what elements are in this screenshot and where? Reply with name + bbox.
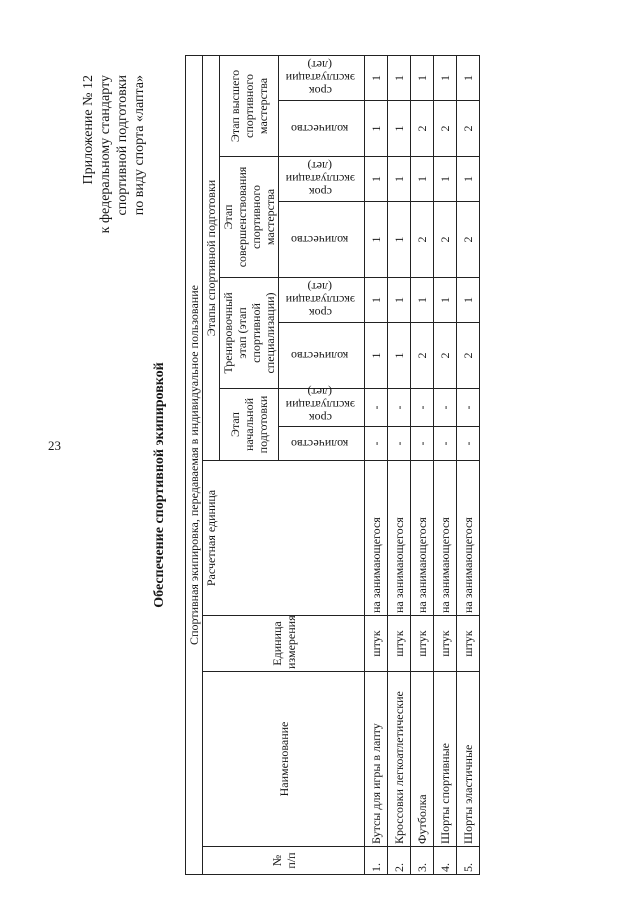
stage4-term: 1: [457, 55, 480, 100]
header-qty: количество: [279, 101, 365, 157]
stage3-term: 1: [365, 157, 388, 202]
stage4-qty: 1: [388, 101, 411, 157]
header-qty: количество: [279, 323, 365, 389]
appendix-header: [80, 75, 148, 295]
stage4-qty: 2: [457, 101, 480, 157]
stage3-term: 1: [411, 157, 434, 202]
page-number: 23: [48, 438, 61, 453]
stage1-term: -: [434, 389, 457, 427]
stage4-term: 1: [434, 55, 457, 100]
row-calc-unit: на занимающегося: [388, 461, 411, 616]
stage2-qty: 2: [411, 323, 434, 389]
stage1-qty: -: [434, 427, 457, 461]
row-name: Шорты спортивные: [434, 672, 457, 847]
row-num: 4.: [434, 847, 457, 875]
stage3-qty: 2: [434, 202, 457, 278]
stage4-term: 1: [365, 55, 388, 100]
row-num: 2.: [388, 847, 411, 875]
stage3-qty: 1: [388, 202, 411, 278]
stage3-term: 1: [457, 157, 480, 202]
appendix-line: по виду спорта «лапта»: [132, 75, 147, 216]
row-unit: штук: [434, 616, 457, 672]
row-unit: штук: [457, 616, 480, 672]
header-stages: Этапы спортивной подготовки: [203, 55, 220, 460]
stage2-term: 1: [457, 278, 480, 323]
stage2-qty: 2: [434, 323, 457, 389]
stage4-qty: 1: [365, 101, 388, 157]
header-qty: количество: [279, 427, 365, 461]
stage1-qty: -: [411, 427, 434, 461]
stage3-term: 1: [434, 157, 457, 202]
header-term: срок эксплуатации (лет): [279, 55, 365, 100]
stage2-qty: 1: [365, 323, 388, 389]
stage4-term: 1: [388, 55, 411, 100]
header-unit: Единица измерения: [203, 616, 365, 672]
header-term: срок эксплуатации (лет): [279, 278, 365, 323]
appendix-line: Приложение № 12: [81, 75, 96, 185]
stage1-qty: -: [388, 427, 411, 461]
stage2-term: 1: [411, 278, 434, 323]
stage2-term: 1: [365, 278, 388, 323]
appendix-line: к федеральному стандарту: [98, 75, 113, 234]
header-term: срок эксплуатации (лет): [279, 389, 365, 427]
stage1-qty: -: [365, 427, 388, 461]
row-calc-unit: на занимающегося: [457, 461, 480, 616]
stage1-term: -: [365, 389, 388, 427]
row-unit: штук: [411, 616, 434, 672]
table-row: [388, 55, 411, 874]
table-caption: Спортивная экипировка, передаваемая в индивидуальное пользование: [186, 55, 203, 874]
header-num: № п/п: [203, 847, 365, 875]
header-stage-initial: Этап начальной подготовки: [220, 389, 279, 461]
header-stage-training: Тренировочный этап (этап спортивной специализации): [220, 278, 279, 389]
stage3-qty: 2: [457, 202, 480, 278]
stage2-term: 1: [434, 278, 457, 323]
stage4-qty: 2: [411, 101, 434, 157]
equipment-table: [185, 55, 480, 875]
stage4-term: 1: [411, 55, 434, 100]
stage3-qty: 2: [411, 202, 434, 278]
stage1-term: -: [457, 389, 480, 427]
row-unit: штук: [388, 616, 411, 672]
header-calc-unit: Расчетная единица: [203, 461, 365, 616]
header-name: Наименование: [203, 672, 365, 847]
row-num: 3.: [411, 847, 434, 875]
stage4-qty: 2: [434, 101, 457, 157]
row-name: Футболка: [411, 672, 434, 847]
stage2-term: 1: [388, 278, 411, 323]
stage3-term: 1: [388, 157, 411, 202]
table-row: [365, 55, 388, 874]
stage1-term: -: [388, 389, 411, 427]
row-calc-unit: на занимающегося: [434, 461, 457, 616]
row-num: 5.: [457, 847, 480, 875]
row-name: Кроссовки легкоатлетические: [388, 672, 411, 847]
appendix-line: спортивной подготовки: [115, 75, 130, 216]
header-qty: количество: [279, 202, 365, 278]
header-stage-highest: Этап высшего спортивного мастерства: [220, 55, 279, 156]
page-title: Обеспечение спортивной экипировкой: [152, 362, 167, 608]
stage1-term: -: [411, 389, 434, 427]
stage2-qty: 1: [388, 323, 411, 389]
row-num: 1.: [365, 847, 388, 875]
row-name: Шорты эластичные: [457, 672, 480, 847]
rotated-page-content: [0, 58, 600, 905]
stage1-qty: -: [457, 427, 480, 461]
stage2-qty: 2: [457, 323, 480, 389]
row-name: Бутсы для игры в лапту: [365, 672, 388, 847]
header-stage-improvement: Этап совершенствования спортивного мастерства: [220, 157, 279, 278]
table-row: [411, 55, 434, 874]
table-row: [434, 55, 457, 874]
header-term: срок эксплуатации (лет): [279, 157, 365, 202]
stage3-qty: 1: [365, 202, 388, 278]
row-calc-unit: на занимающегося: [365, 461, 388, 616]
row-unit: штук: [365, 616, 388, 672]
row-calc-unit: на занимающегося: [411, 461, 434, 616]
table-row: [457, 55, 480, 874]
